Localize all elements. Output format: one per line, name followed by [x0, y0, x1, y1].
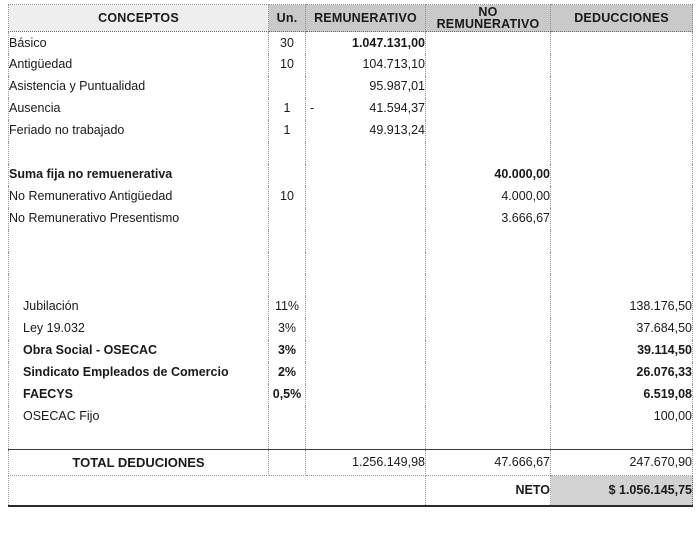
- total-deducciones: 247.670,90: [551, 450, 693, 476]
- spacer-cell-no-remunerativo: [426, 274, 551, 296]
- spacer-cell-deducciones: [551, 230, 693, 252]
- cell-remunerativo: - 41.594,37: [306, 98, 426, 120]
- spacer-cell-un: [269, 230, 306, 252]
- column-header-concepto: CONCEPTOS: [9, 5, 269, 32]
- cell-deducciones: 26.076,33: [551, 362, 693, 384]
- spacer-cell-no-remunerativo: [426, 142, 551, 164]
- cell-deducciones: [551, 186, 693, 208]
- cell-deducciones: [551, 54, 693, 76]
- table-row: [9, 186, 693, 208]
- neto-label: NETO: [426, 476, 551, 506]
- total-remunerativo: 1.256.149,98: [306, 450, 426, 476]
- cell-concepto: OSECAC Fijo: [9, 406, 269, 428]
- neto-row: [9, 476, 693, 506]
- spacer-cell-concepto: [9, 428, 269, 450]
- total-label: TOTAL DEDUCIONES: [9, 450, 269, 476]
- spacer-cell-concepto: [9, 142, 269, 164]
- spacer-cell-concepto: [9, 230, 269, 252]
- cell-un: 3%: [269, 318, 306, 340]
- cell-concepto: Suma fija no remuenerativa: [9, 164, 269, 186]
- total-no-remunerativo: 47.666,67: [426, 450, 551, 476]
- cell-concepto: Jubilación: [9, 296, 269, 318]
- table-row: [9, 208, 693, 230]
- cell-no-remunerativo: [426, 340, 551, 362]
- cell-remunerativo: [306, 340, 426, 362]
- table-row: [9, 32, 693, 54]
- cell-deducciones: 100,00: [551, 406, 693, 428]
- table-row: [9, 54, 693, 76]
- cell-un: [269, 76, 306, 98]
- cell-remunerativo: [306, 186, 426, 208]
- cell-no-remunerativo: 3.666,67: [426, 208, 551, 230]
- table-row: [9, 164, 693, 186]
- table-row: [9, 406, 693, 428]
- cell-concepto: FAECYS: [9, 384, 269, 406]
- spacer-cell-no-remunerativo: [426, 252, 551, 274]
- spacer-cell-no-remunerativo: [426, 428, 551, 450]
- negative-sign: -: [310, 101, 315, 116]
- cell-concepto: Antigüedad: [9, 54, 269, 76]
- spacer-row: [9, 428, 693, 450]
- spacer-row: [9, 142, 693, 164]
- column-header-un: Un.: [269, 5, 306, 32]
- column-header-remunerativo: REMUNERATIVO: [306, 5, 426, 32]
- column-header-deducciones: DEDUCCIONES: [551, 5, 693, 32]
- spacer-cell-deducciones: [551, 428, 693, 450]
- cell-deducciones: [551, 208, 693, 230]
- spacer-cell-no-remunerativo: [426, 230, 551, 252]
- cell-remunerativo: [306, 208, 426, 230]
- cell-remunerativo: [306, 362, 426, 384]
- cell-no-remunerativo: [426, 120, 551, 142]
- cell-un: 11%: [269, 296, 306, 318]
- table-row: [9, 120, 693, 142]
- cell-concepto: Obra Social - OSECAC: [9, 340, 269, 362]
- cell-remunerativo: [306, 406, 426, 428]
- spacer-cell-deducciones: [551, 142, 693, 164]
- spacer-cell-remunerativo: [306, 142, 426, 164]
- table-row: [9, 98, 693, 120]
- spacer-cell-un: [269, 142, 306, 164]
- cell-concepto: No Remunerativo Antigüedad: [9, 186, 269, 208]
- spacer-cell-remunerativo: [306, 428, 426, 450]
- spacer-cell-remunerativo: [306, 274, 426, 296]
- spacer-cell-un: [269, 428, 306, 450]
- spacer-cell-concepto: [9, 252, 269, 274]
- table-row: [9, 340, 693, 362]
- cell-remunerativo: [306, 318, 426, 340]
- spacer-row: [9, 274, 693, 296]
- cell-concepto: Ausencia: [9, 98, 269, 120]
- cell-deducciones: [551, 120, 693, 142]
- table-row: [9, 296, 693, 318]
- cell-remunerativo: 49.913,24: [306, 120, 426, 142]
- table-row: [9, 384, 693, 406]
- cell-un: 0,5%: [269, 384, 306, 406]
- cell-un: 3%: [269, 340, 306, 362]
- spacer-cell-remunerativo: [306, 230, 426, 252]
- cell-remunerativo: 1.047.131,00: [306, 32, 426, 54]
- cell-remunerativo: 104.713,10: [306, 54, 426, 76]
- spacer-row: [9, 230, 693, 252]
- spacer-cell-remunerativo: [306, 252, 426, 274]
- cell-no-remunerativo: [426, 76, 551, 98]
- cell-concepto: No Remunerativo Presentismo: [9, 208, 269, 230]
- cell-concepto: Asistencia y Puntualidad: [9, 76, 269, 98]
- table-row: [9, 362, 693, 384]
- payroll-table-body: [9, 5, 693, 506]
- cell-deducciones: [551, 98, 693, 120]
- spacer-cell-deducciones: [551, 274, 693, 296]
- cell-deducciones: 39.114,50: [551, 340, 693, 362]
- cell-no-remunerativo: [426, 362, 551, 384]
- cell-deducciones: [551, 76, 693, 98]
- cell-deducciones: 6.519,08: [551, 384, 693, 406]
- cell-concepto: Básico: [9, 32, 269, 54]
- cell-un: 1: [269, 98, 306, 120]
- cell-deducciones: [551, 32, 693, 54]
- cell-no-remunerativo: 40.000,00: [426, 164, 551, 186]
- cell-no-remunerativo: 4.000,00: [426, 186, 551, 208]
- cell-no-remunerativo: [426, 32, 551, 54]
- cell-un: 10: [269, 186, 306, 208]
- cell-un: 1: [269, 120, 306, 142]
- cell-un: 30: [269, 32, 306, 54]
- cell-no-remunerativo: [426, 296, 551, 318]
- neto-blank-concepto: [9, 476, 426, 506]
- cell-concepto: Sindicato Empleados de Comercio: [9, 362, 269, 384]
- cell-concepto: Feriado no trabajado: [9, 120, 269, 142]
- total-un: [269, 450, 306, 476]
- payroll-table: [8, 4, 693, 507]
- cell-un: 10: [269, 54, 306, 76]
- cell-remunerativo: [306, 384, 426, 406]
- table-header-row: [9, 5, 693, 32]
- spacer-cell-un: [269, 252, 306, 274]
- cell-no-remunerativo: [426, 406, 551, 428]
- cell-un: [269, 208, 306, 230]
- spacer-cell-un: [269, 274, 306, 296]
- cell-no-remunerativo: [426, 318, 551, 340]
- table-row: [9, 318, 693, 340]
- cell-no-remunerativo: [426, 98, 551, 120]
- column-header-no_remunerativo: NO REMUNERATIVO: [426, 5, 551, 32]
- cell-no-remunerativo: [426, 54, 551, 76]
- cell-concepto: Ley 19.032: [9, 318, 269, 340]
- spacer-row: [9, 252, 693, 274]
- cell-deducciones: 37.684,50: [551, 318, 693, 340]
- cell-no-remunerativo: [426, 384, 551, 406]
- spacer-cell-deducciones: [551, 252, 693, 274]
- cell-un: [269, 406, 306, 428]
- total-deducciones-row: [9, 450, 693, 476]
- cell-deducciones: 138.176,50: [551, 296, 693, 318]
- cell-deducciones: [551, 164, 693, 186]
- spacer-cell-concepto: [9, 274, 269, 296]
- cell-un: 2%: [269, 362, 306, 384]
- cell-un: [269, 164, 306, 186]
- cell-remunerativo: [306, 296, 426, 318]
- table-row: [9, 76, 693, 98]
- cell-remunerativo: 95.987,01: [306, 76, 426, 98]
- cell-remunerativo: [306, 164, 426, 186]
- neto-value: $ 1.056.145,75: [551, 476, 693, 506]
